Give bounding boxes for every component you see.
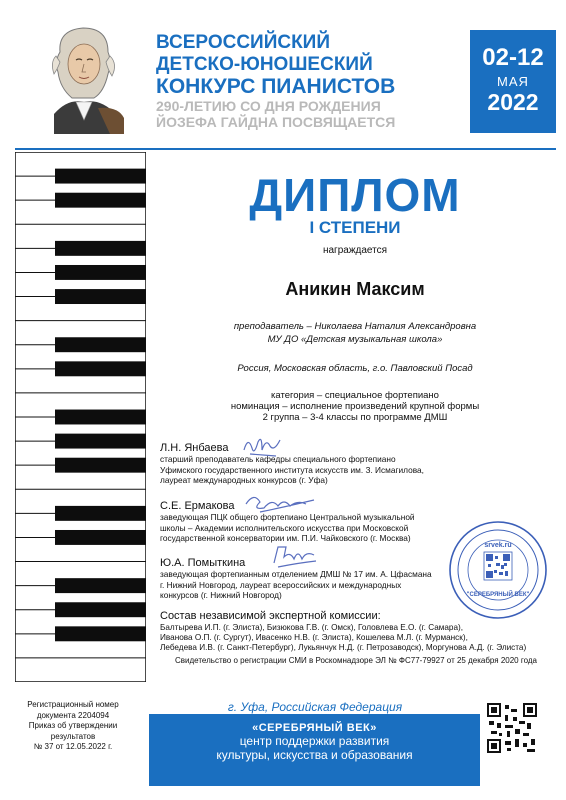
black-key [55, 265, 146, 280]
org-line: центр поддержки развития [239, 734, 390, 748]
organization-banner [149, 714, 480, 786]
black-key [55, 578, 146, 593]
haydn-portrait [38, 22, 128, 134]
commission-heading: Состав независимой экспертной комиссии: [160, 610, 381, 622]
commission-line: Лебедева И.В. (г. Санкт-Петербург), Лукьянчук Н.Д. (г. Петрозаводск), Моргунова А.Д. (г. Элиста) [160, 643, 527, 652]
black-key [55, 193, 146, 208]
signature-3 [270, 541, 320, 571]
black-key [55, 458, 146, 473]
commission-line: Иванова О.П. (г. Сургут), Ивасенко Н.В. (г. Элиста), Кошелева М.Л. (г. Мурманск), [160, 633, 468, 642]
diploma-degree: I СТЕПЕНИ [309, 218, 401, 237]
org-line: культуры, искусства и образования [216, 748, 413, 762]
jury-desc: лауреат международных конкурсов (г. Уфа) [160, 475, 328, 485]
city-label: г. Уфа, Российская Федерация [227, 700, 403, 714]
piano-keyboard [15, 152, 146, 682]
black-key [55, 410, 146, 425]
qr-code[interactable] [487, 703, 537, 753]
diploma-title: ДИПЛОМ [249, 169, 461, 221]
category-line: категория – специальное фортепиано [271, 390, 439, 401]
jury-desc: государственной консерватории им. П.И. Чайковского (г. Москва) [160, 533, 411, 543]
signature-2 [240, 488, 320, 518]
date-year: 2022 [487, 89, 539, 115]
stamp-site: srvek.ru [484, 542, 512, 549]
jury-desc: конкурсов (г. Нижний Новгород) [160, 590, 282, 600]
black-key [55, 506, 146, 521]
jury-desc: заведующая фортепианным отделением ДМШ № 17 им. А. Цфасмана [160, 569, 432, 579]
subtitle-line-1: 290-ЛЕТИЮ СО ДНЯ РОЖДЕНИЯ [156, 98, 381, 114]
organization-stamp [448, 520, 548, 620]
black-key [55, 289, 146, 304]
jury-name: Ю.А. Помыткина [160, 557, 246, 569]
date-month: МАЯ [497, 74, 529, 89]
black-key [55, 434, 146, 449]
stamp-name: "СЕРЕБРЯНЫЙ ВЕК" [466, 592, 530, 598]
jury-member [160, 442, 424, 486]
signature-1 [240, 430, 285, 462]
teacher-line: преподаватель – Николаева Наталия Александровна [233, 321, 477, 332]
black-key [55, 337, 146, 352]
jury-desc: г. Нижний Новгород, лауреат всероссийских и международных [160, 579, 402, 590]
reg-line: № 37 от 12.05.2022 г. [33, 742, 113, 751]
nomination-line: номинация – исполнение произведений крупной формы [230, 401, 480, 412]
black-key [55, 530, 146, 545]
smi-registration: Свидетельство о регистрации СМИ в Роскомнадзоре ЭЛ № ФС77-79927 от 25 декабря 2020 года [175, 656, 537, 665]
jury-name: Л.Н. Янбаева [160, 442, 229, 454]
black-key [55, 602, 146, 617]
black-key [55, 169, 146, 184]
reg-line: документа 2204094 [36, 710, 110, 720]
reg-line: Регистрационный номер [27, 700, 119, 709]
title-line-3: КОНКУРС ПИАНИСТОВ [156, 75, 396, 98]
title-line-1: ВСЕРОССИЙСКИЙ [156, 32, 330, 53]
title-line-2: ДЕТСКО-ЮНОШЕСКИЙ [156, 54, 373, 75]
date-badge [470, 30, 556, 133]
black-key [55, 626, 146, 641]
jury-desc: школы – Академии исполнительского искусства при Московской [160, 522, 409, 533]
subtitle-line-2: ЙОЗЕФА ГАЙДНА ПОСВЯЩАЕТСЯ [156, 114, 396, 130]
location-line: Россия, Московская область, г.о. Павловский Посад [237, 363, 473, 374]
jury-desc: Уфимского государственного института искусств им. З. Исмагилова, [160, 464, 424, 475]
registration-info [10, 700, 136, 753]
school-line: МУ ДО «Детская музыкальная школа» [267, 334, 443, 345]
jury-desc: заведующая ПЦК общего фортепиано Центральной музыкальной [160, 512, 415, 522]
commission-line: Балтырева И.П. (г. Элиста), Бизюкова Г.В. (г. Омск), Головлева Е.О. (г. Самара), [160, 623, 464, 632]
black-key [55, 241, 146, 256]
group-line: 2 группа – 3-4 классы по программе ДМШ [262, 412, 448, 423]
awarded-label: награждается [322, 245, 388, 256]
header-divider [15, 148, 556, 150]
reg-line: Приказ об утверждении [28, 721, 118, 730]
recipient-name: Аникин Максим [285, 279, 425, 299]
reg-line: результатов [50, 731, 96, 741]
jury-name: С.Е. Ермакова [160, 500, 235, 512]
black-key [55, 361, 146, 376]
date-range: 02-12 [482, 44, 544, 71]
jury-desc: старший преподаватель кафедры специального фортепиано [160, 454, 396, 464]
contest-title [156, 32, 466, 130]
org-name: «СЕРЕБРЯНЫЙ ВЕК» [252, 722, 377, 734]
